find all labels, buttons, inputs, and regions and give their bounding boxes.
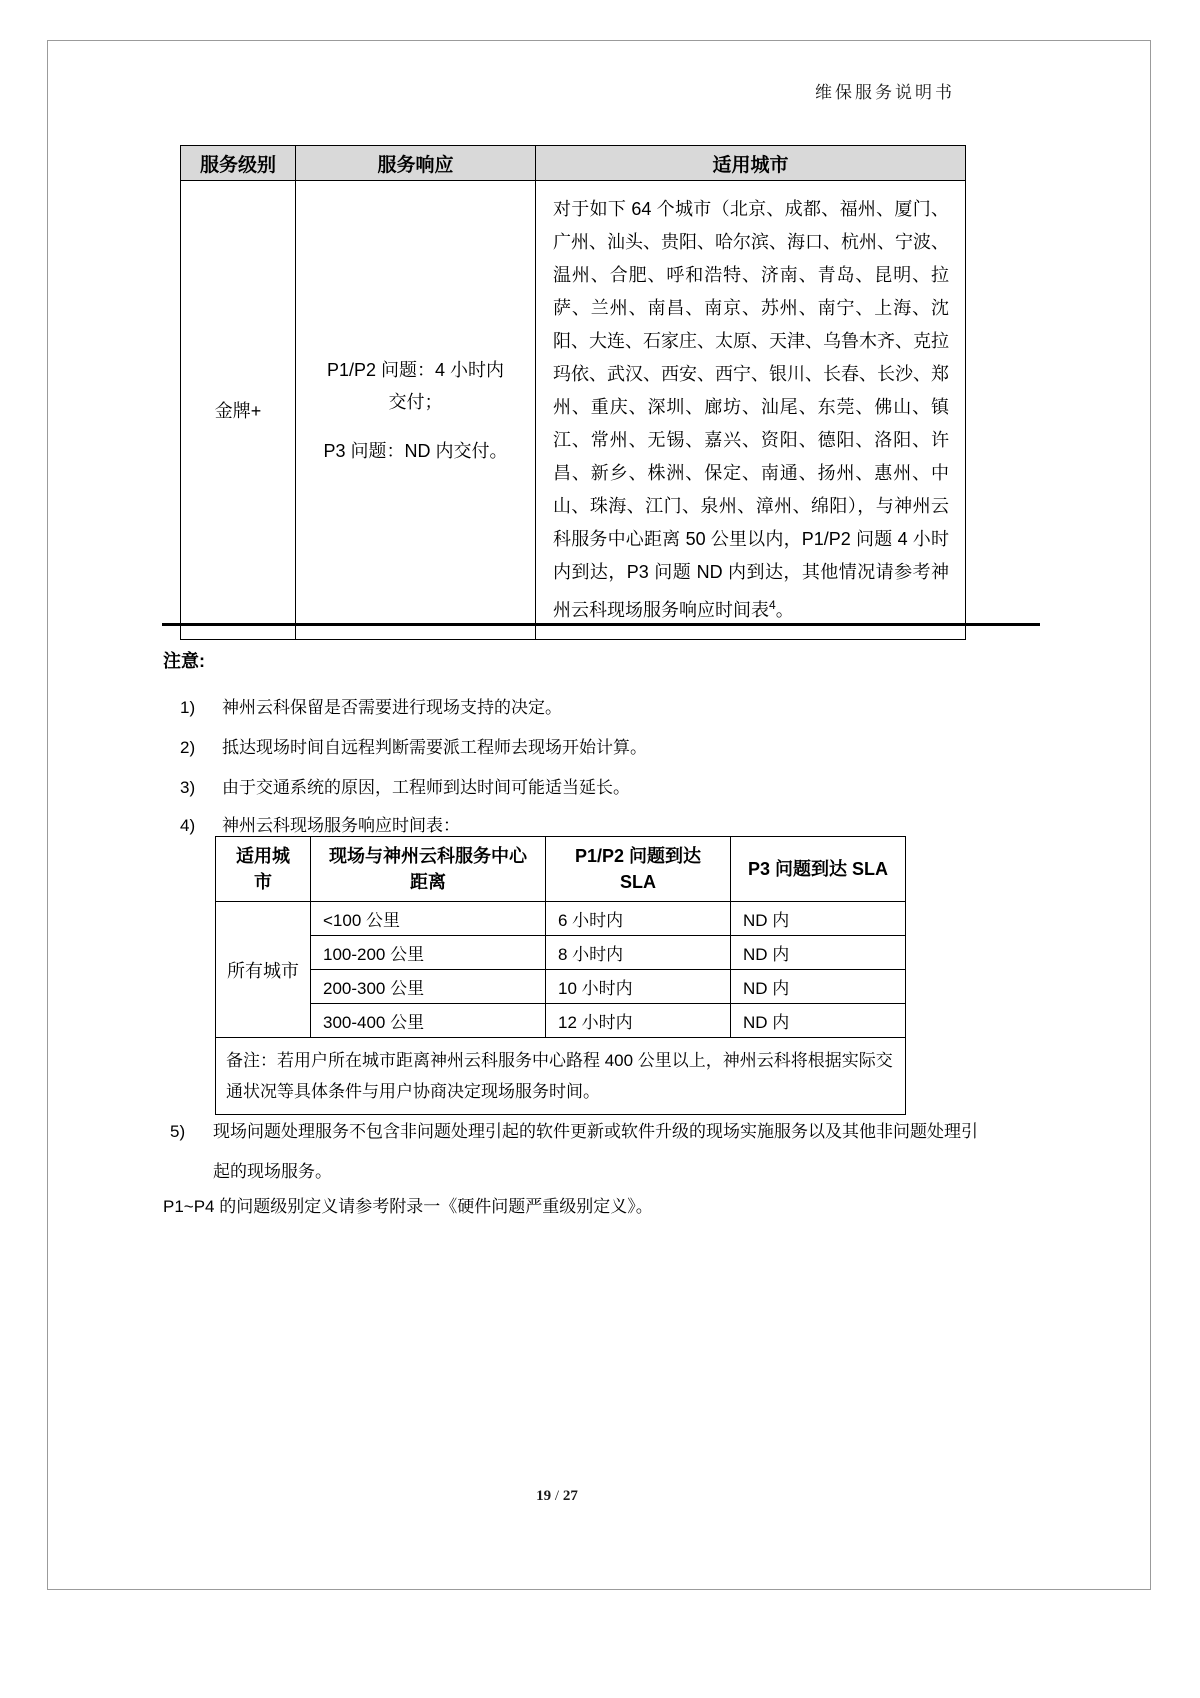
service-level-cell: 金牌+ [181, 181, 296, 640]
note-number: 5) [170, 1122, 186, 1141]
total-page-number: 27 [562, 1488, 578, 1504]
p3-sla-cell: ND 内 [731, 970, 906, 1004]
note-number: 4) [180, 816, 196, 835]
p1p2-sla-cell: 8 小时内 [546, 936, 731, 970]
note-item-3 [180, 773, 630, 798]
service-table-header-row [181, 146, 966, 181]
sla-header-p3: P3 问题到达 SLA [731, 837, 906, 902]
notes-section-title: 注意: [163, 651, 205, 671]
note-number: 2) [180, 738, 196, 757]
cities-paragraph: 对于如下 64 个城市（北京、成都、福州、厦门、广州、汕头、贵阳、哈尔滨、海口、杭州、宁波、温州、合肥、呼和浩特、济南、青岛、昆明、拉萨、兰州、南昌、南京、苏州、南宁、上海、沈阳、大连、石家庄、太原、天津、乌鲁木齐、克拉玛依、武汉、西安、西宁、银川、长春、长沙、郑州、重庆、深圳、廊坊、汕尾、东莞、佛山、镇江、常州、无锡、嘉兴、资阳、德阳、洛阳、许昌、新乡、株洲、保定、南通、扬州、惠州、中山、珠海、江门、泉州、漳州、绵阳），与神州云科服务中心距离 50 公里以内，P1/P2 问题 4 小时内到达，P3 问题 ND 内到达，其他情况请参考神州云科现场服务响应时间表 [553, 199, 949, 620]
note-text: 现场问题处理服务不包含非问题处理引起的软件更新或软件升级的现场实施服务以及其他非问题处理引起的现场服务。 [213, 1122, 978, 1181]
section-divider-rule [162, 623, 1040, 626]
response-line-p1p2: P1/P2 问题：4 小时内交付； [326, 359, 505, 412]
sla-table-row [216, 936, 906, 970]
sla-table-row [216, 1004, 906, 1038]
page-footer [0, 1488, 1114, 1505]
p1p2-sla-cell: 12 小时内 [546, 1004, 731, 1038]
distance-cell: <100 公里 [311, 902, 546, 936]
footnote-reference: 4 [769, 598, 776, 612]
current-page-number: 19 [536, 1488, 552, 1504]
sla-table-row [216, 970, 906, 1004]
service-response-cell [296, 181, 536, 640]
service-table-header-cities: 适用城市 [536, 146, 966, 181]
response-line-p3: P3 问题：ND 内交付。 [323, 440, 508, 461]
remark-cell: 备注：若用户所在城市距离神州云科服务中心路程 400 公里以上，神州云科将根据实际交通状况等具体条件与用户协商决定现场服务时间。 [216, 1038, 906, 1115]
note-number: 3) [180, 778, 196, 797]
sla-table-header-row [216, 837, 906, 902]
distance-cell: 100-200 公里 [311, 936, 546, 970]
note-text: 抵达现场时间自远程判断需要派工程师去现场开始计算。 [222, 738, 647, 757]
cities-paragraph-period: 。 [775, 600, 794, 620]
note-item-4 [180, 811, 460, 836]
sla-table-row [216, 902, 906, 936]
note-item-2 [180, 733, 647, 758]
closing-reference-line: P1~P4 的问题级别定义请参考附录一《硬件问题严重级别定义》。 [163, 1197, 653, 1216]
p3-sla-cell: ND 内 [731, 902, 906, 936]
sla-table-remark-row [216, 1038, 906, 1115]
p1p2-sla-cell: 6 小时内 [546, 902, 731, 936]
p3-sla-cell: ND 内 [731, 1004, 906, 1038]
note-number: 1) [180, 698, 196, 717]
sla-header-distance: 现场与神州云科服务中心距离 [311, 837, 546, 902]
service-level-table [180, 145, 966, 640]
page-number-separator: / [554, 1488, 560, 1504]
sla-header-city: 适用城市 [216, 837, 311, 902]
p1p2-sla-cell: 10 小时内 [546, 970, 731, 1004]
city-scope-cell: 所有城市 [216, 902, 311, 1038]
note-text: 由于交通系统的原因，工程师到达时间可能适当延长。 [222, 778, 630, 797]
note-text: 神州云科现场服务响应时间表： [222, 816, 460, 835]
note-item-1 [180, 693, 562, 718]
sla-header-p1p2: P1/P2 问题到达 SLA [546, 837, 731, 902]
distance-cell: 300-400 公里 [311, 1004, 546, 1038]
response-time-table [215, 836, 906, 1115]
service-table-header-level: 服务级别 [181, 146, 296, 181]
p3-sla-cell: ND 内 [731, 936, 906, 970]
document-header-title: 维保服务说明书 [815, 83, 955, 102]
distance-cell: 200-300 公里 [311, 970, 546, 1004]
note-item-5 [170, 1112, 980, 1192]
service-table-row [181, 181, 966, 640]
service-table-header-response: 服务响应 [296, 146, 536, 181]
applicable-cities-cell [536, 181, 966, 640]
note-text: 神州云科保留是否需要进行现场支持的决定。 [222, 698, 562, 717]
